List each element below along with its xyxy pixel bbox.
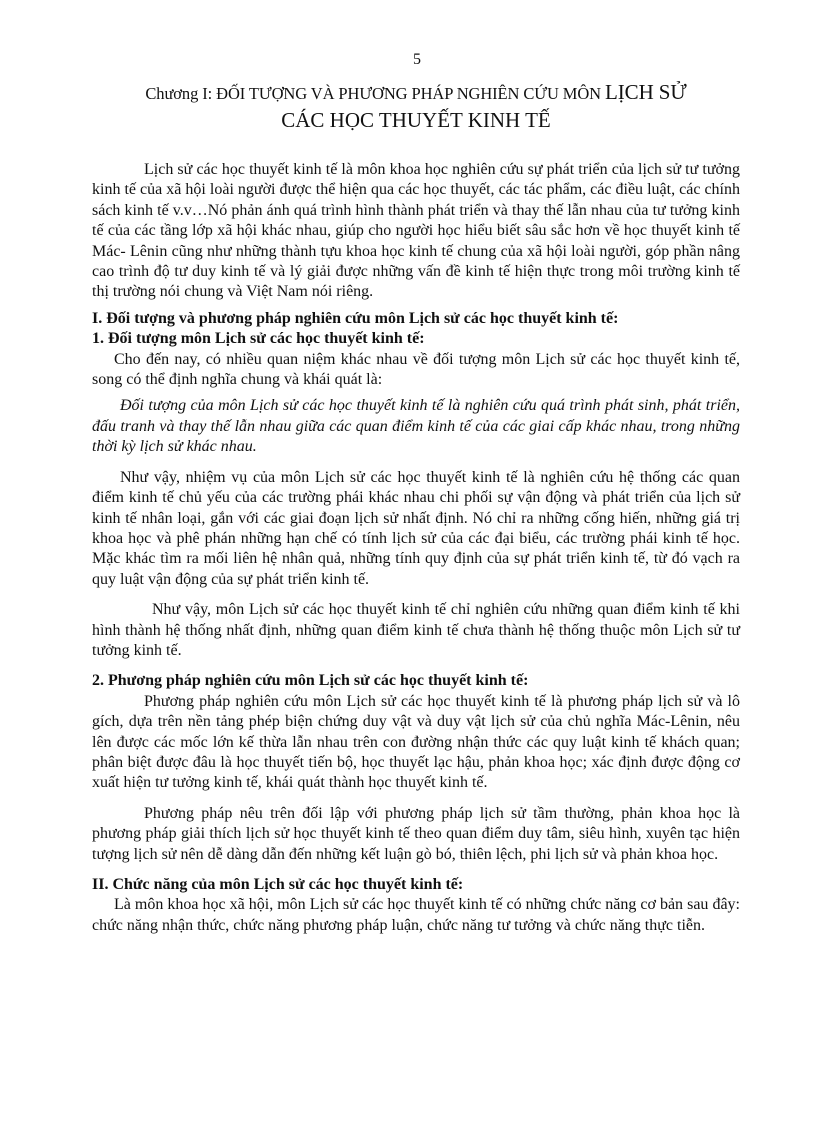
chapter-title-tail: LỊCH SỬ (605, 80, 687, 104)
section2-paragraph-1: Là môn khoa học xã hội, môn Lịch sử các học thuyết kinh tế có những chức năng cơ bản sau đây: chức năng nhận thức, chức năng phương pháp luận, chức năng tư tưởng và chức năng thực tiễn. (92, 896, 740, 934)
section1-sub1-heading: 1. Đối tượng môn Lịch sử các học thuyết kinh tế: (92, 330, 425, 348)
section1-heading: I. Đối tượng và phương pháp nghiên cứu môn Lịch sử các học thuyết kinh tế: (92, 309, 619, 327)
chapter-title-line1 (92, 80, 740, 106)
definition-paragraph: Đối tượng của môn Lịch sử các học thuyết kinh tế là nghiên cứu quá trình phát sinh, phát triển, đấu tranh và thay thế lẫn nhau giữa các quan điểm kinh tế của các giai cấp khác nhau, trong những thời kỳ lịch sử khác nhau. (92, 397, 740, 456)
intro-paragraph: Lịch sử các học thuyết kinh tế là môn khoa học nghiên cứu sự phát triển của lịch sử tư tưởng kinh tế của xã hội loài người được thể hiện qua các học thuyết, các tác phẩm, các điều luật, các chính sách kinh tế v.v…Nó phản ánh quá trình hình thành phát triển và thay thế lẫn nhau của tư tưởng kinh tế của các tầng lớp xã hội khác nhau, giúp cho người học hiểu biết sâu sắc hơn về học thuyết kinh tế Mác- Lênin cũng như những thành tựu khoa học kinh tế chung của xã hội loài người, góp phần nâng cao trình độ tư duy kinh tế và lý giải được những vấn đề kinh tế hiện thực trong môi trường kinh tế thị trường nói chung và Việt Nam nói riêng. (92, 161, 740, 301)
chapter-title-main: Chương I: ĐỐI TƯỢNG VÀ PHƯƠNG PHÁP NGHIÊN CỨU MÔN (145, 84, 602, 103)
chapter-title-line2: CÁC HỌC THUYẾT KINH TẾ (281, 108, 551, 132)
document-body (92, 160, 740, 936)
section1-sub2-heading: 2. Phương pháp nghiên cứu môn Lịch sử các học thuyết kinh tế: (92, 672, 529, 690)
sub1-paragraph-1: Cho đến nay, có nhiều quan niệm khác nhau về đối tượng môn Lịch sử các học thuyết kinh tế, song có thể định nghĩa chung và khái quát là: (92, 350, 740, 389)
sub1-paragraph-3: Như vậy, môn Lịch sử các học thuyết kinh tế chỉ nghiên cứu những quan điểm kinh tế khi hình thành hệ thống nhất định, những quan điểm kinh tế chưa thành hệ thống thuộc môn Lịch sử tư tưởng kinh tế. (92, 601, 740, 659)
chapter-title (92, 80, 740, 134)
sub2-paragraph-1: Phương pháp nghiên cứu môn Lịch sử các học thuyết kinh tế là phương pháp lịch sử và lô gích, dựa trên nền tảng phép biện chứng duy vật và duy vật lịch sử của chủ nghĩa Mác-Lênin, nêu lên được các mốc lớn kế thừa lẫn nhau trên con đường nhận thức các quy luật kinh tế khách quan; phân biệt được đâu là học thuyết tiến bộ, học thuyết lạc hậu, phản khoa học; xác định được động cơ xuất hiện tư tưởng kinh tế, khái quát thành học thuyết kinh tế. (92, 692, 740, 792)
sub2-paragraph-2: Phương pháp nêu trên đối lập với phương pháp lịch sử tầm thường, phản khoa học là phương pháp giải thích lịch sử học thuyết kinh tế theo quan điểm duy tâm, siêu hình, xuyên tạc hiện tượng lịch sử nên dễ dàng dẫn đến những kết luận gò bó, thiên lệch, phi lịch sử và phản khoa học. (92, 804, 740, 863)
sub1-paragraph-2: Như vậy, nhiệm vụ của môn Lịch sử các học thuyết kinh tế là nghiên cứu hệ thống các quan điểm kinh tế chủ yếu của các trường phái khác nhau chi phối sự vận động và phát triển của lịch sử kinh tế nhân loại, gắn với các giai đoạn lịch sử nhất định. Nó chỉ ra những cống hiến, những giá trị khoa học và phê phán những hạn chế có tính lịch sử của các đại biểu, các trường phái kinh tế học. Mặc khác tìm ra mối liên hệ nhân quả, những tính quy định của sự phát triển kinh tế, từ đó vạch ra quy luật vận động của sự phát triển kinh tế. (92, 468, 740, 588)
section2-heading: II. Chức năng của môn Lịch sử các học thuyết kinh tế: (92, 876, 464, 893)
page-number: 5 (413, 51, 421, 68)
